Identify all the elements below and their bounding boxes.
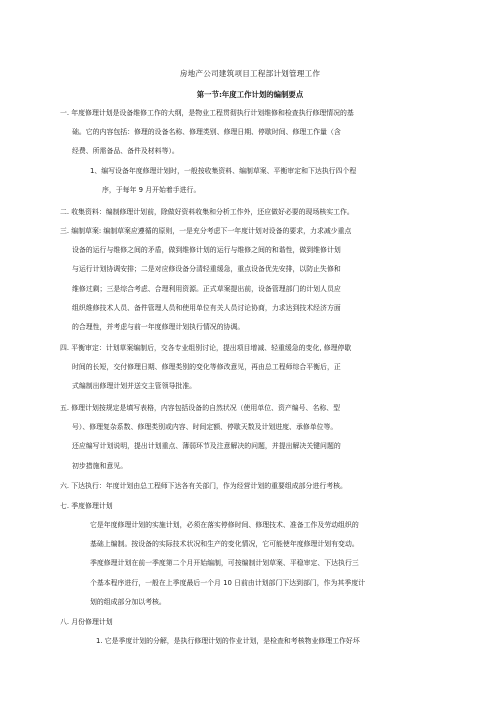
document-title: 房地产公司建筑项目工程部计划管理工作 (179, 69, 321, 78)
text-line: 划的组成部分加以考核。 (90, 597, 166, 606)
paragraph-subitem-8-1 (96, 632, 448, 651)
paragraph-item-4 (60, 339, 445, 397)
text-line: 七. 季度修理计划 (60, 502, 113, 510)
paragraph-subitem-1 (90, 162, 442, 200)
text-line: 的合理性，并考虑与前一年度修理计划执行情况的协调。 (72, 323, 245, 332)
text-line: 维修过剩；三是综合考虑、合理利用资源。正式草案提出前，设备管理部门的计划人员应 (72, 284, 341, 293)
text-line: 五. 修理计划按规定是填写表格，内容包括设备的自然状况（使用单位、资产编号、名称、型 (60, 404, 341, 412)
text-line: 还应编写计划说明，提出计划重点、薄弱环节及注意解决的问题，并提出解决关键问题的 (72, 442, 341, 451)
text-line: 式编制出修理计划并送交主管领导批准。 (72, 382, 197, 391)
paragraph-item-6 (60, 477, 445, 496)
text-line: 个基本程序进行，一般在上季度最后一个月 10 日前由计划部门下达到部门，作为其季度计 (90, 578, 365, 587)
text-line: 季度修理计划在前一季度第二个月开始编制，可按编制计划草案、平稳审定、下达执行三 (90, 559, 359, 568)
text-line: 号）、修理复杂系数、修理类别或内容、时间定额、停歇天数及计划进度、承修单位等。 (72, 423, 338, 432)
text-line: 1. 它是季度计划的分解，是执行修理计划的作业计划，是检查和考核物业修理工作好坏 (96, 637, 360, 645)
paragraph-item-2 (60, 203, 445, 222)
paragraph-item-5 (60, 399, 445, 476)
paragraph-item-7-heading (60, 497, 445, 516)
text-line: 设备的运行与维修之间的矛盾，做到维修计划的运行与维修之间的和谐性，做到维修计划 (72, 246, 341, 255)
text-line: 1、编写设备年度修理计划时，一般按收集资料、编制草案、平衡审定和下达执行四个程 (90, 167, 357, 175)
text-line: 础。它的内容包括：修理的设备名称、修理类别、修理日期、停歇时间、修理工作量（含 (72, 128, 341, 137)
text-line: 经费、所需备品、备件及材料等）。 (72, 147, 179, 156)
text-line: 初步措施和意见。 (72, 461, 128, 470)
text-line: 四. 平衡审定：计划草案编制后，交各专业组别讨论，提出项目增减、轻重缓急的变化, 修理停歇 (60, 344, 352, 352)
text-line: 二. 收集资料：编制修理计划前，除做好资料收集和分析工作外，还应做好必要的现场核实工作。 (60, 208, 354, 216)
text-line: 序，于每年 9 月开始着手进行。 (102, 186, 201, 195)
text-line: 六. 下达执行：年度计划由总工程师下达各有关部门，作为经营计划的重要组成部分进行考核。 (60, 482, 347, 490)
text-line: 与运行计划协调安排；二是对应修设备分清轻重缓急，重点设备优先安排，以防止失修和 (72, 265, 341, 274)
paragraph-item-7-body (90, 516, 442, 612)
paragraph-item-3 (60, 222, 445, 337)
text-line: 一. 年度修理计划是设备维修工作的大纲，是物业工程贯彻执行计划维修和检查执行修理情况的基 (60, 109, 354, 117)
text-line: 八. 月份修理计划 (60, 618, 113, 626)
text-line: 组织维修技术人员、备件管理人员和使用单位有关人员讨论协商，力求达到技术经济方面 (72, 303, 341, 312)
text-line: 它是年度修理计划的实施计划，必须在落实停修时间、修理技术、准备工作及劳动组织的 (90, 521, 359, 529)
text-line: 时间的长短，交付修理日期、修理类别的变化等修改意见，再由总工程师综合平衡后，正 (72, 363, 341, 372)
paragraph-item-8-heading (60, 613, 445, 632)
text-line: 基础上编制。按设备的实际技术状况和生产的变化情况，它可能使年度修理计划有变动。 (90, 540, 359, 549)
section-heading: 第一节:年度工作计划的编制要点 (196, 90, 304, 99)
text-line: 三. 编制草案: 编制草案应遵循的原则，一是充分考虑下一年度计划对设备的要求，力求减少重点 (60, 227, 352, 235)
paragraph-item-1 (60, 104, 445, 162)
